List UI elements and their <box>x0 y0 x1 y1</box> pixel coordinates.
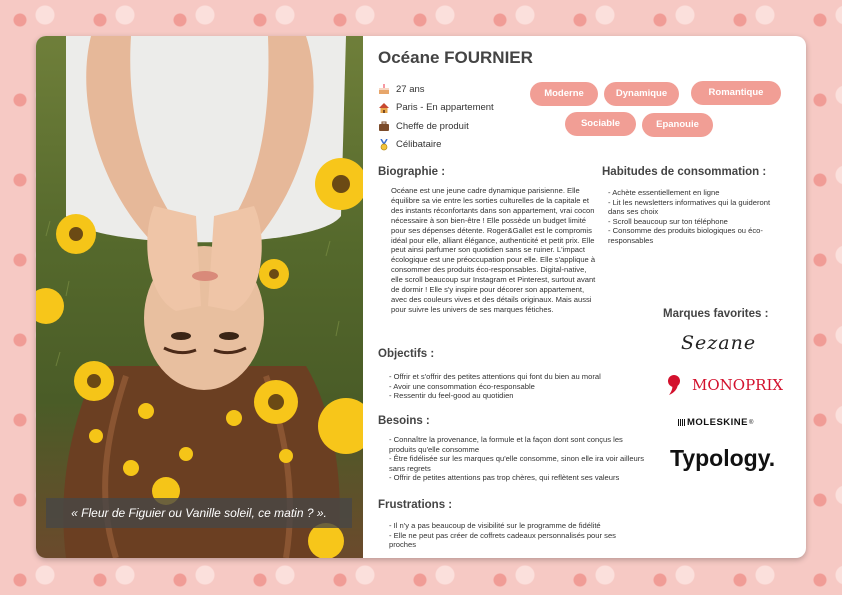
monoprix-mark-icon <box>666 374 682 396</box>
objectives-list <box>389 372 649 401</box>
list-item: - Il n'y a pas beaucoup de visibilité sur le programme de fidélité <box>389 521 601 530</box>
needs-list <box>389 435 647 483</box>
list-item: - Consomme des produits biologiques ou éco-responsables <box>608 226 763 245</box>
frustrations-list <box>389 521 644 550</box>
fact-job: Cheffe de produit <box>378 117 494 136</box>
persona-photo <box>36 36 363 558</box>
medal-icon <box>378 139 390 151</box>
monoprix-logo <box>666 374 783 396</box>
brands-heading: Marques favorites : <box>663 308 769 320</box>
needs-heading: Besoins : <box>378 415 430 427</box>
moleskine-logo: MOLESKINE ® <box>678 417 753 428</box>
list-item: - Être fidélisée sur les marques qu'elle consomme, sinon elle ira voir ailleurs sans regrets <box>389 454 645 473</box>
persona-name: Océane FOURNIER <box>378 48 533 67</box>
tag-epanouie: Epanouie <box>642 113 713 137</box>
fact-status: Célibataire <box>378 136 494 155</box>
tag-sociable: Sociable <box>565 112 636 136</box>
biography-heading: Biographie : <box>378 166 446 178</box>
habits-heading: Habitudes de consommation : <box>602 166 767 178</box>
moleskine-name: MOLESKINE <box>687 417 748 428</box>
list-item: - Elle ne peut pas créer de coffrets cadeaux personnalisés pour ses proches <box>389 530 616 550</box>
objectives-heading: Objectifs : <box>378 348 435 360</box>
cake-icon <box>378 83 390 95</box>
house-icon <box>378 102 390 114</box>
list-item: - Connaître la provenance, la formule et la façon dont sont conçus les produits qu'elle consomme <box>389 435 623 454</box>
monoprix-name: MONOPRIX <box>692 376 784 394</box>
list-item: - Offrir et s'offrir des petites attentions qui font du bien au moral <box>389 372 601 381</box>
biography-text: Océane est une jeune cadre dynamique parisienne. Elle équilibre sa vie entre les sorties culturelles de la capitale et des instants réconfortants dans son appartement, vrai cocon nécessaire à son bien-être ! Elle possède un budget limité pour ses dépenses détente. Roger&Gallet est le compromis idéal pour elle, alliant élégance, authenticité et petit prix. Elle peut ainsi parfumer son quotidien sans se ruiner. L'impact écologique est une préoccupation pour elle. Elle s'applique à consommer des produits éco-responsables. Digital-native, elle scroll beaucoup sur Instagram et Pinterest, surtout avant de dormir ! Elle s'y inspire pour décorer son appartement, avec des couleurs vives et des détails originaux. Mais aussi pour suivre les univers de ses marques fétiches. <box>391 186 596 314</box>
fact-age: 27 ans <box>378 80 494 99</box>
persona-quote: « Fleur de Figuier ou Vanille soleil, ce matin ? ». <box>46 498 352 528</box>
tag-romantique: Romantique <box>691 81 781 105</box>
list-item: - Lit les newsletters informatives qui la guideront dans ses choix <box>608 197 771 217</box>
briefcase-icon <box>378 120 390 132</box>
list-item: - Achète essentiellement en ligne <box>608 188 720 197</box>
typology-logo: Typology. <box>670 445 776 471</box>
moleskine-mark-icon <box>678 419 685 426</box>
sezane-logo: Sezane <box>681 332 757 354</box>
persona-facts <box>378 80 494 154</box>
frustrations-heading: Frustrations : <box>378 499 453 511</box>
list-item: - Offrir de petites attentions pas trop chères, qui reflètent ses valeurs <box>389 473 620 483</box>
woman-in-flowers-illustration <box>36 36 363 558</box>
habits-list <box>608 188 783 246</box>
list-item: - Avoir une consommation éco-responsable <box>389 381 535 391</box>
fact-home: Paris - En appartement <box>378 99 494 118</box>
tag-moderne: Moderne <box>530 82 598 106</box>
persona-card <box>36 36 806 558</box>
list-item: - Ressentir du feel-good au quotidien <box>389 391 514 401</box>
list-item: - Scroll beaucoup sur ton téléphone <box>608 216 728 226</box>
tag-dynamique: Dynamique <box>604 82 679 106</box>
